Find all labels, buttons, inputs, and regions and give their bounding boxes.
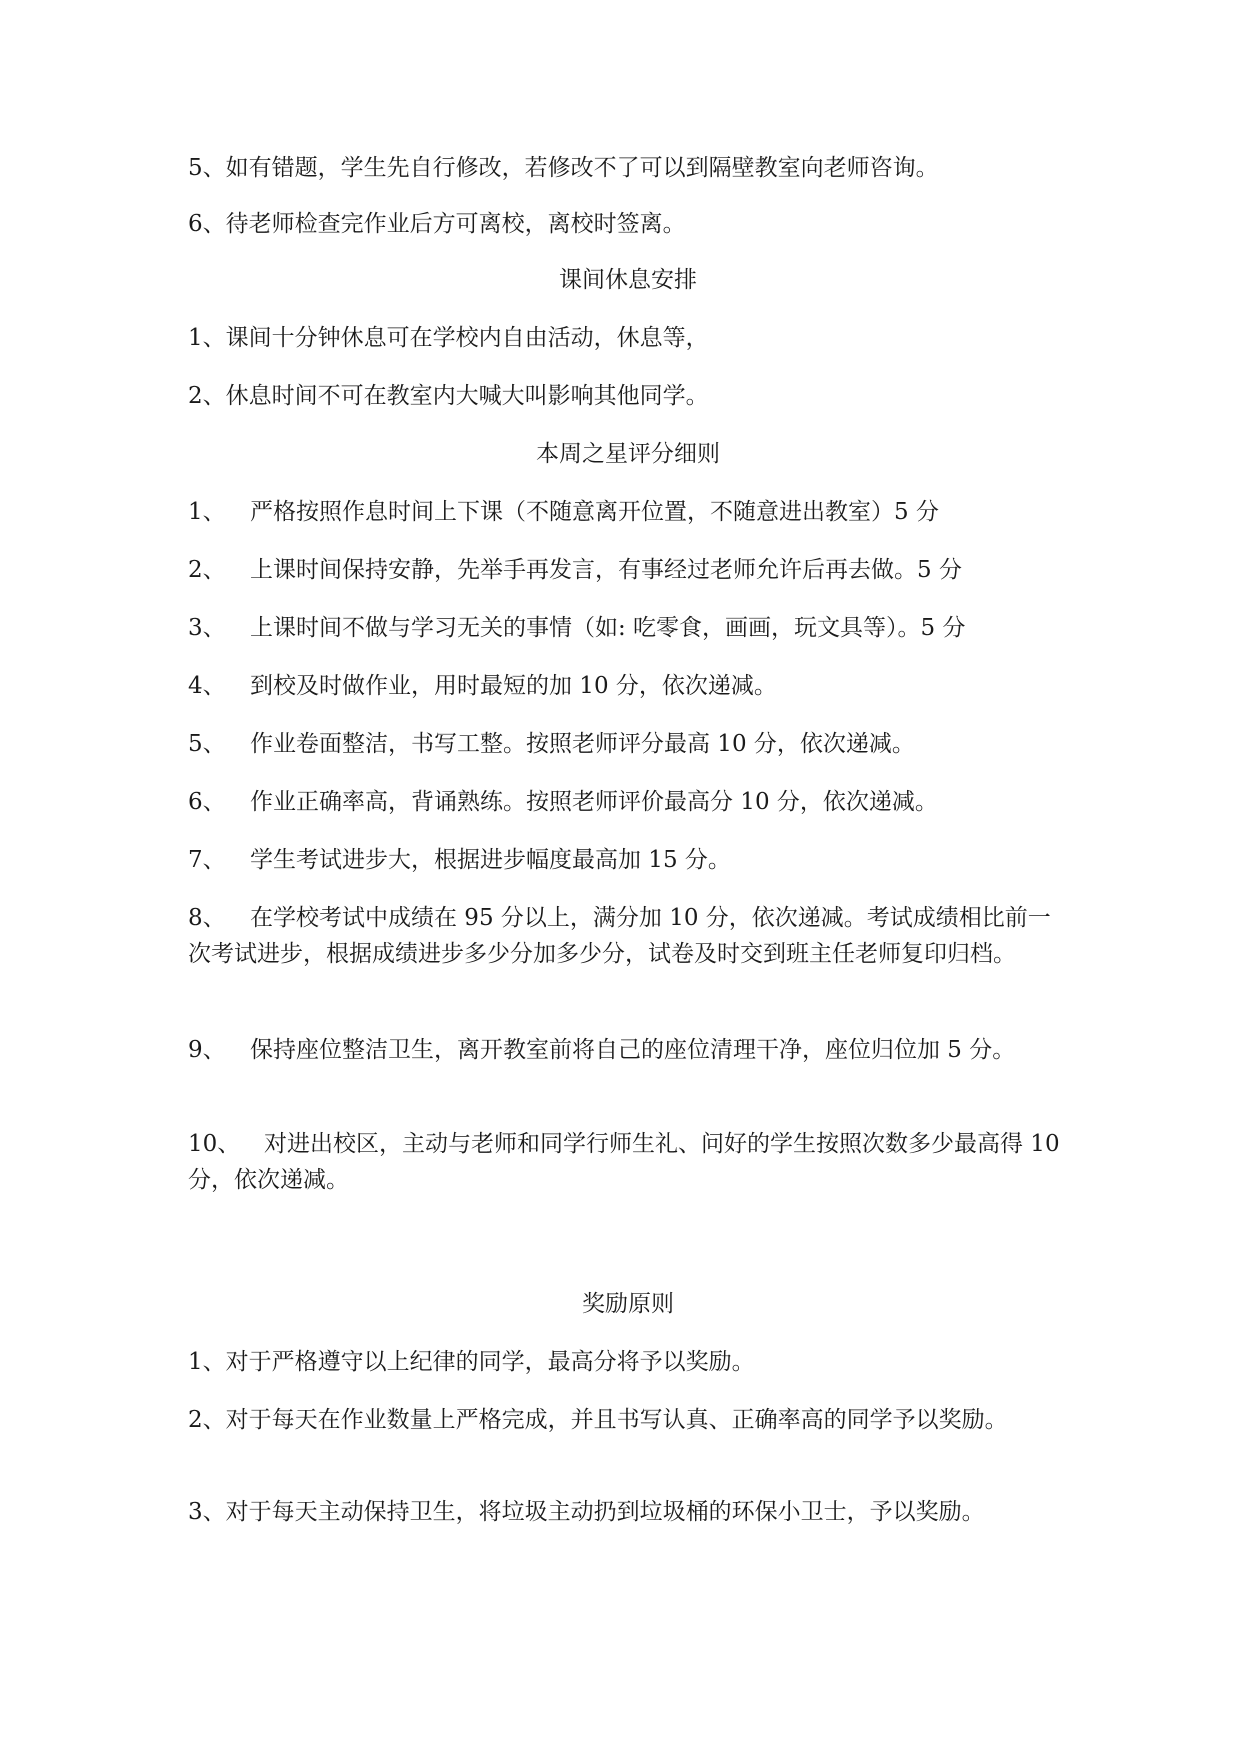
item-text: 对进出校区，主动与老师和同学行师生礼、问好的学生按照次数多少最高得 10 分，依次递减。 bbox=[188, 1131, 1060, 1193]
rule-item bbox=[188, 552, 1068, 588]
item-text: 休息时间不可在教室内大喊大叫影响其他同学。 bbox=[225, 383, 709, 409]
rule-item bbox=[188, 320, 1068, 356]
section-heading-star: 本周之星评分细则 bbox=[536, 441, 720, 467]
rule-item bbox=[188, 900, 1068, 972]
item-text: 对于每天主动保持卫生，将垃圾主动扔到垃圾桶的环保小卫士，予以奖励。 bbox=[225, 1499, 985, 1525]
rule-item bbox=[188, 784, 1068, 820]
item-text: 上课时间不做与学习无关的事情（如: 吃零食，画画，玩文具等）。5 分 bbox=[250, 615, 966, 641]
item-text: 保持座位整洁卫生，离开教室前将自己的座位清理干净，座位归位加 5 分。 bbox=[250, 1037, 1016, 1063]
section-heading-reward: 奖励原则 bbox=[582, 1291, 674, 1317]
section-heading-break: 课间休息安排 bbox=[559, 267, 697, 293]
item-text: 对于每天在作业数量上严格完成，并且书写认真、正确率高的同学予以奖励。 bbox=[225, 1407, 1008, 1433]
item-text: 在学校考试中成绩在 95 分以上，满分加 10 分，依次递减。考试成绩相比前一次考试进步，根据成绩进步多少分加多少分，试卷及时交到班主任老师复印归档。 bbox=[188, 905, 1051, 967]
item-number: 2、 bbox=[188, 1407, 226, 1433]
rule-item bbox=[188, 206, 1068, 242]
item-number: 4、 bbox=[188, 673, 226, 699]
rule-item bbox=[188, 1402, 1068, 1438]
item-text: 作业卷面整洁，书写工整。按照老师评分最高 10 分，依次递减。 bbox=[250, 731, 915, 757]
rule-item bbox=[188, 726, 1068, 762]
item-number: 5、 bbox=[188, 731, 226, 757]
rule-item bbox=[188, 1032, 1068, 1068]
item-number: 6、 bbox=[188, 211, 226, 237]
item-text: 如有错题，学生先自行修改，若修改不了可以到隔壁教室向老师咨询。 bbox=[225, 155, 939, 181]
rule-item bbox=[188, 1344, 1068, 1380]
item-number: 3、 bbox=[188, 615, 226, 641]
item-text: 待老师检查完作业后方可离校，离校时签离。 bbox=[225, 211, 686, 237]
item-text: 上课时间保持安静，先举手再发言，有事经过老师允许后再去做。5 分 bbox=[250, 557, 962, 583]
item-number: 1、 bbox=[188, 499, 226, 525]
rule-item bbox=[188, 1126, 1068, 1198]
rule-item bbox=[188, 1494, 1068, 1530]
rule-item bbox=[188, 150, 1068, 186]
rule-item bbox=[188, 378, 1068, 414]
rule-item bbox=[188, 494, 1068, 530]
item-number: 6、 bbox=[188, 789, 226, 815]
item-number: 1、 bbox=[188, 1349, 226, 1375]
item-text: 到校及时做作业，用时最短的加 10 分，依次递减。 bbox=[250, 673, 777, 699]
rule-item bbox=[188, 668, 1068, 704]
item-text: 作业正确率高，背诵熟练。按照老师评价最高分 10 分，依次递减。 bbox=[250, 789, 938, 815]
item-text: 学生考试进步大，根据进步幅度最高加 15 分。 bbox=[250, 847, 731, 873]
item-number: 1、 bbox=[188, 325, 226, 351]
item-number: 10、 bbox=[188, 1131, 241, 1157]
item-number: 5、 bbox=[188, 155, 226, 181]
item-text: 课间十分钟休息可在学校内自由活动，休息等， bbox=[225, 325, 709, 351]
item-number: 9、 bbox=[188, 1037, 226, 1063]
rule-item bbox=[188, 842, 1068, 878]
item-number: 3、 bbox=[188, 1499, 226, 1525]
item-number: 7、 bbox=[188, 847, 226, 873]
item-text: 严格按照作息时间上下课（不随意离开位置，不随意进出教室）5 分 bbox=[250, 499, 939, 525]
item-text: 对于严格遵守以上纪律的同学，最高分将予以奖励。 bbox=[225, 1349, 755, 1375]
item-number: 2、 bbox=[188, 557, 226, 583]
item-number: 8、 bbox=[188, 905, 226, 931]
rule-item bbox=[188, 610, 1068, 646]
item-number: 2、 bbox=[188, 383, 226, 409]
